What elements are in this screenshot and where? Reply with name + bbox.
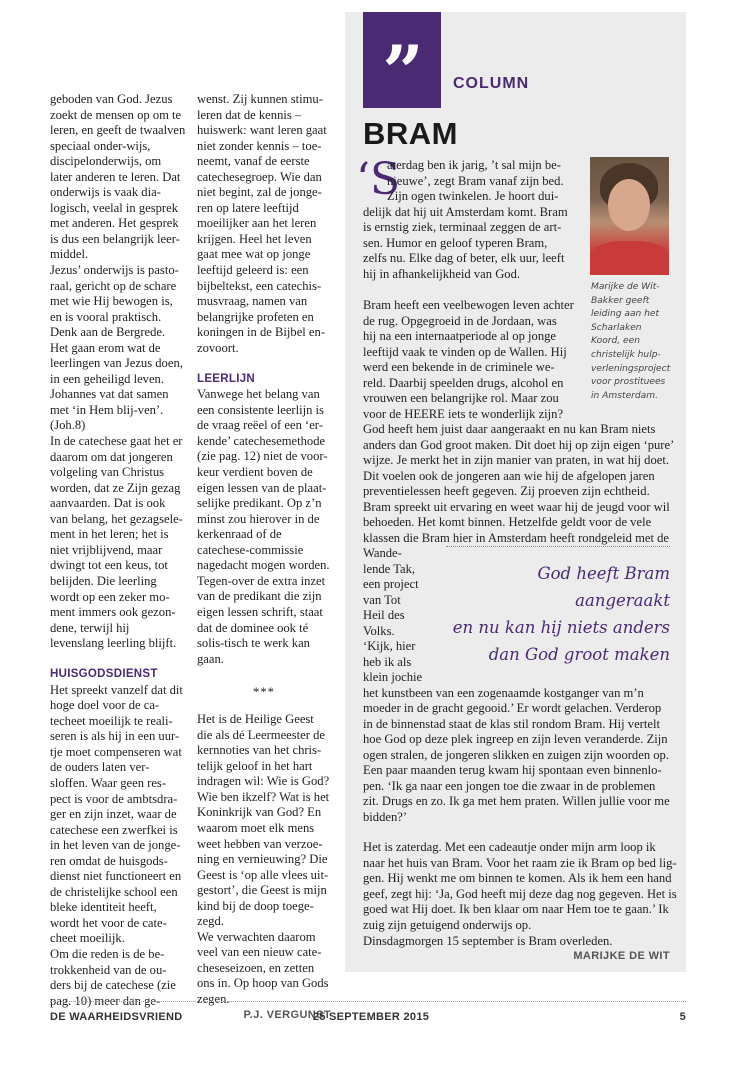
quote-mark-icon: ”	[382, 29, 424, 114]
text-line: zelfs nu. Elke dag of beter, elk uur, leeft	[363, 251, 565, 265]
paragraph-5	[363, 763, 675, 825]
paragraph: wenst. Zij kunnen stimu-leren dat de kennis – huiswerk: want leren gaat niet zonder kennis – toe-neemt, vanaf de eerste catechesegroep. Wie dan niet begint, zal de jonge-ren op latere leeftijd moeilijker aan het leren krijgen. Heel het leven gaat mee wat op jonge leeftijd geleerd is: een bijbeltekst, een catechis-musvraag, namen van belangrijke profeten en koningen in de Bijbel en-zovoort.	[197, 92, 327, 355]
text-line: hij na een internaatperiode al op jonge	[363, 329, 557, 343]
paragraph-4	[363, 686, 675, 764]
text-line: Heil des	[363, 608, 405, 622]
text-line: reld. Daarbij speelden drugs, alcohol en	[363, 375, 564, 390]
text-line: gen. Hij wenkt me om binnen te komen. Als ik hem een hand	[363, 871, 672, 885]
paragraph-3	[363, 422, 673, 546]
paragraph: geboden van God. Jezus zoekt de mensen op om te leren, en geeft de twaalven speciaal onder-wijs, discipelonderwijs, om later anderen te leren. Dat onderwijs is vaak dia-logisch, veelal in gesprek met anderen. Het gesprek is dus een belangrijk leer-middel.	[50, 92, 186, 262]
text-line: God heeft hem juist daar aangeraakt en nu kan Bram niets	[363, 422, 656, 436]
text-line: leeftijd vaak te vinden op de Wallen. Hij	[363, 344, 567, 359]
text-line: Volks.	[363, 623, 395, 638]
pullquote-line: dan God groot maken	[488, 645, 670, 664]
text-line: naar het huis van Bram. Voor het raam zie ik Bram op bed lig-	[363, 855, 677, 870]
text-line: Bram heeft een veelbewogen leven achter	[363, 298, 574, 312]
footer-publication: DE WAARHEIDSVRIEND	[50, 1011, 183, 1023]
subheading-leerlijn: LEERLIJN	[197, 372, 255, 385]
text-line: zit. Drugs en zo. Ik ga met hem praten. Willen jullie voor me	[363, 794, 670, 808]
text-line: klein jochie	[363, 670, 423, 684]
narrow-text	[363, 546, 443, 686]
text-line: werd een bekende in de criminele we-	[363, 360, 555, 374]
paragraph-7: Dinsdagmorgen 15 september is Bram overleden.	[363, 934, 613, 948]
text-line: heb ik als	[363, 654, 412, 669]
paragraph: Om die reden is de be-trokkenheid van de ou-ders bij de catechese (zie pag. 10) meer dan ge-	[50, 946, 176, 1008]
text-line: aterdag ben ik jarig, ’t sal mijn be-	[387, 158, 561, 172]
pullquote-line: God heeft Bram aangeraakt	[537, 564, 670, 610]
section-separator: ***	[253, 684, 275, 699]
paragraph: We verwachten daarom veel van een nieuw cate-cheseseizoen, en zetten ons in. Op hoop van Gods zegen.	[197, 929, 329, 1007]
lead-paragraph	[387, 158, 587, 205]
pullquote-line: en nu kan hij niets anders	[452, 618, 670, 637]
footer-page-number: 5	[679, 1011, 686, 1023]
column-author: MARIJKE DE WIT	[573, 950, 670, 962]
text-line: de rug. Opgegroeid in de Jordaan, was	[363, 313, 557, 328]
text-line: Wande-	[363, 546, 402, 560]
text-line: Een paar maanden terug kwam hij spontaan even binnenlo-	[363, 763, 662, 777]
pullquote-rule	[446, 546, 670, 547]
text-line: preventielessen heeft gegeven. Zij proeven zijn echtheid.	[363, 484, 650, 498]
text-line: bidden?’	[363, 809, 408, 824]
text-line: Dit voelen ook de jongeren aan wie hij de afgelopen jaren	[363, 468, 655, 483]
text-line: klassen die Bram hier in Amsterdam heeft rondgeleid met de	[363, 530, 670, 545]
text-line: goed wat Hij doet. Ik ben klaar om naar Hem toe te gaan.’ Ik	[363, 902, 669, 916]
article-column-2	[197, 92, 331, 1023]
paragraph-2	[363, 298, 585, 422]
text-line: ogen stralen, de jongeren slikken en zuigen zijn woorden op.	[363, 747, 670, 762]
text-line: hij in afhankelijkheid van God.	[363, 266, 521, 281]
quote-badge	[363, 12, 441, 114]
lead-paragraph-cont	[363, 205, 585, 283]
text-line: ‘Kijk, hier	[363, 639, 416, 653]
text-line: voor de HEERE iets te wonderlijk zijn?	[363, 406, 564, 421]
text-line: moeder in de gracht gegooid.’ Er wordt gelachen. Verderop	[363, 701, 662, 715]
column-headline: BRAM	[363, 116, 458, 151]
text-line: zuig zijn getuigend onderwijs op.	[363, 917, 532, 932]
text-line: delijk dat hij uit Amsterdam komt. Bram	[363, 204, 568, 219]
text-line: is ernstig ziek, terminaal zeggen de art-	[363, 220, 562, 234]
text-line: Bram spreekt uit ervaring en weet waar hij de jeugd voor wil	[363, 499, 670, 514]
paragraph: Vanwege het belang van een consistente leerlijn is de vraag reëel of een ‘er-kende’ catechesemethode (zie pag. 12) niet de voor-keur verdient boven de eigen lessen van de plaat-selijke predikant. Op z’n minst zou hierover in de kerkenraad of de catechese-commissie nagedacht mogen worden. Tegen-over de extra inzet van de predikant die zijn eigen lessen schrift, staat dat de dominee ook té solis-tisch te werk kan gaan.	[197, 387, 330, 666]
author-photo	[590, 157, 669, 275]
text-line: Het is zaterdag. Met een cadeautje onder mijn arm loop ik	[363, 840, 656, 854]
text-line: van Tot	[363, 592, 401, 607]
paragraph: Het is de Heilige Geest die als dé Leermeester de kernnoties van het chris-telijk geloof in het hart indragen wil: Wie is God? Wie ben ikzelf? Wat is het Koninkrijk van God? En waarom moet elk mens weet hebben van verzoe-ning en vernieuwing? Die Geest is ‘op alle vlees uit-gestort’, die Geest is mijn kind bij de doop toege-zegd.	[197, 712, 330, 929]
pullquote	[446, 560, 670, 668]
column-label: COLUMN	[453, 75, 530, 92]
text-line: behoeden. Het komt binnen. Hetzelfde geldt voor de vele	[363, 515, 652, 529]
text-line: nieuwe’, zegt Bram vanaf zijn bed.	[387, 173, 564, 188]
photo-caption: Marijke de Wit-Bakker geeft leiding aan het Scharlaken Koord, een christelijk hulp-verleningsproject voor prostituees in Amsterdam.	[591, 282, 671, 401]
drop-cap: ‘S	[356, 154, 401, 205]
text-line: wijze. Je merkt het in zijn manier van praten, in wat hij doet.	[363, 453, 670, 467]
text-line: Zijn ogen twinkelen. Je hoort dui-	[387, 189, 559, 203]
paragraph-6	[363, 840, 675, 933]
text-line: geef, zegt hij: ‘Ja, God heeft mij deze dag nog gegeven. Het is	[363, 886, 677, 901]
text-line: een project	[363, 577, 419, 591]
text-line: hoe God op deze plek ingreep en zijn leven veranderde. Zijn	[363, 732, 668, 746]
paragraph: Jezus’ onderwijs is pasto-raal, gericht op de schare met wie Hij bewogen is, en is vooral praktisch. Denk aan de Bergrede. Het gaan erom wat de leerlingen van Jezus doen, in een geheiligd leven. Johannes vat dat samen met ‘in Hem blij-ven’. (Joh.8)	[50, 263, 183, 433]
text-line: anders dan God groot maken. Dit doet hij op zijn eigen ‘pure’	[363, 437, 675, 452]
text-line: in de binnenstad staat de klas stil rondom Bram. Hij vertelt	[363, 716, 660, 731]
paragraph: Het spreekt vanzelf dat dit hoge doel voor de ca-techeet moeilijk te reali-seren is als hij in een uur-tje moet compenseren wat de ouders laten ver-sloffen. Waar geen res-pect is voor de ambtsdra-ger en zijn inzet, waar de catechese een zwerfkei is in het leven van de jonge-ren omdat de huisgods-dienst niet functioneert en de christelijke school een bleke identiteit heeft, wordt het voor de cate-cheet moeilijk.	[50, 682, 183, 946]
text-line: het kunstbeen van een zogenaamde kostganger van m’n	[363, 685, 644, 700]
footer-rule	[50, 1001, 686, 1002]
paragraph: In de catechese gaat het er daarom om dat jongeren volgeling van Christus worden, dat ze Zijn gezag aanvaarden. Dat is ook van belang, het gezagsele-ment in het leren; het is niet vrijblijvend, maar dwingt tot een keus, tot belijden. Die leerling wordt op een zeker mo-ment immers ook gezon-dene, terwijl hij levenslang leerling blijft.	[50, 434, 183, 651]
subheading-huisgodsdienst: HUISGODSDIENST	[50, 668, 158, 681]
text-line: lende Tak,	[363, 561, 416, 576]
footer-date: 25 SEPTEMBER 2015	[312, 1011, 430, 1023]
text-line: sen. Humor en geloof typeren Bram,	[363, 235, 548, 250]
article-column-1	[50, 92, 186, 1009]
text-line: pen. ‘Ik ga naar een jongen toe die zwaar in de problemen	[363, 778, 656, 793]
text-line: vrouwen een belangrijke rol. Maar zou	[363, 391, 559, 405]
article-author: P.J. VERGUNST	[243, 1008, 331, 1021]
